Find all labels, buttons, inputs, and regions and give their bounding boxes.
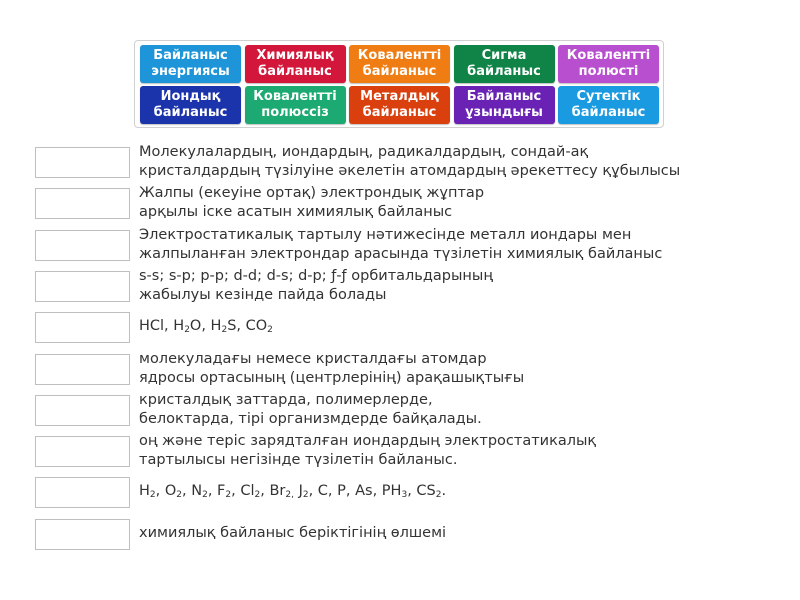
drop-slot[interactable] xyxy=(35,312,130,343)
description-line: Электростатикалық тартылу нәтижесінде металл иондары мен xyxy=(139,226,632,243)
description-line: s-s; s-p; p-p; d-d; d-s; d-p; ƒ-ƒ орбитальдарының xyxy=(139,267,493,284)
formula-text: , Cl xyxy=(231,483,255,500)
tile-label: Сигма xyxy=(481,48,527,63)
description-text xyxy=(139,524,759,543)
description-text xyxy=(139,482,759,501)
description-text xyxy=(139,267,759,305)
drop-slot[interactable] xyxy=(35,477,130,508)
formula-text: . xyxy=(441,483,447,500)
drop-slot[interactable] xyxy=(35,436,130,467)
formula-text: S, CO xyxy=(227,318,268,335)
description-line: ядросы ортасының (центрлерінің) арақашықтығы xyxy=(139,369,525,386)
answer-tile[interactable] xyxy=(245,45,346,83)
formula-text: H xyxy=(139,483,150,500)
formula-text: O, H xyxy=(189,318,222,335)
drop-slot[interactable] xyxy=(35,519,130,550)
tile-label: Сутектік xyxy=(576,89,641,104)
tile-label: байланыс xyxy=(362,64,437,79)
subscript: 3 xyxy=(401,490,408,501)
subscript: 2 xyxy=(267,325,273,336)
drop-slot[interactable] xyxy=(35,354,130,385)
description-line: Молекулалардың, иондардың, радикалдардың, сондай-ақ xyxy=(139,144,589,160)
description-line: Жалпы (екеуіне ортақ) электрондық жұптар xyxy=(139,185,485,202)
formula-text: , C, P, As, PH xyxy=(308,483,402,500)
description-text xyxy=(139,350,759,388)
answer-tile[interactable] xyxy=(140,45,241,83)
description-text xyxy=(139,143,759,181)
formula-text: , N xyxy=(182,483,203,500)
answer-tile[interactable] xyxy=(454,86,555,124)
answer-tile[interactable] xyxy=(558,45,659,83)
tile-label: байланыс xyxy=(153,105,228,120)
tile-label: Ковалентті xyxy=(357,48,442,63)
answer-tile[interactable] xyxy=(140,86,241,124)
tile-label: байланыс xyxy=(467,64,541,79)
subscript: 2 xyxy=(221,325,228,336)
answer-tile[interactable] xyxy=(349,86,450,124)
subscript: 2 xyxy=(435,490,442,501)
subscript: 2 xyxy=(184,325,190,336)
subscript: 2, xyxy=(285,490,294,501)
description-line: белоктарда, тірі организмдерде байқалады. xyxy=(139,410,482,427)
description-line: жабылуы кезінде пайда болады xyxy=(139,286,387,303)
drop-slot[interactable] xyxy=(35,188,130,219)
tile-label: Металдық xyxy=(360,89,439,104)
formula-text: , O xyxy=(155,483,177,500)
tile-label: Байланыс xyxy=(153,48,228,63)
answer-tile[interactable] xyxy=(558,86,659,124)
description-line: тартылысы негізінде түзілетін байланыс. xyxy=(139,452,458,469)
answer-bank xyxy=(134,40,664,128)
tile-label: байланыс xyxy=(362,105,437,120)
tile-label: Байланыс xyxy=(466,89,542,104)
tile-label: байланыс xyxy=(258,64,332,79)
description-line: оң және теріс зарядталған иондардың электростатикалық xyxy=(139,433,597,450)
subscript: 2 xyxy=(202,490,208,501)
tile-label: Ковалентті xyxy=(253,89,337,104)
tile-label: энергиясы xyxy=(151,64,230,79)
tile-label: полюссіз xyxy=(261,105,329,120)
formula-text: , Br xyxy=(260,483,286,500)
drop-slot[interactable] xyxy=(35,395,130,426)
description-text xyxy=(139,184,759,222)
tile-label: байланыс xyxy=(571,105,646,120)
tile-label: Ковалентті xyxy=(566,48,651,63)
subscript: 2 xyxy=(302,490,309,501)
description-line: арқылы іске асатын химиялық байланыс xyxy=(139,204,453,221)
answer-tile[interactable] xyxy=(245,86,346,124)
subscript: 2 xyxy=(254,490,261,501)
tile-label: полюсті xyxy=(578,64,639,79)
description-text xyxy=(139,432,759,470)
description-line: химиялық байланыс беріктігінің өлшемі xyxy=(139,524,447,541)
formula-text: , F xyxy=(207,483,226,500)
drop-slot[interactable] xyxy=(35,271,130,302)
answer-tile[interactable] xyxy=(454,45,555,83)
description-line: жалпыланған электрондар арасында түзілетін химиялық байланыс xyxy=(139,245,663,262)
formula-text: , CS xyxy=(407,483,436,500)
description-text xyxy=(139,391,759,429)
tile-label: Иондық xyxy=(160,89,221,104)
tile-label: ұзындығы xyxy=(465,105,543,120)
tile-label: Химиялық xyxy=(256,48,334,63)
description-line: молекуладағы немесе кристалдағы атомдар xyxy=(139,350,487,367)
description-text xyxy=(139,226,759,264)
formula-text: HCl, H xyxy=(139,318,185,335)
subscript: 2 xyxy=(225,490,232,501)
subscript: 2 xyxy=(176,490,183,501)
description-line: кристалдардың түзілуіне әкелетін атомдардың әрекеттесу құбылысы xyxy=(139,163,681,179)
answer-tile[interactable] xyxy=(349,45,450,83)
subscript: 2 xyxy=(149,490,156,501)
formula-text: J xyxy=(293,483,303,500)
drop-slot[interactable] xyxy=(35,230,130,261)
drop-slot[interactable] xyxy=(35,147,130,178)
description-line: кристалдық заттарда, полимерлерде, xyxy=(139,391,433,408)
description-text xyxy=(139,317,759,336)
